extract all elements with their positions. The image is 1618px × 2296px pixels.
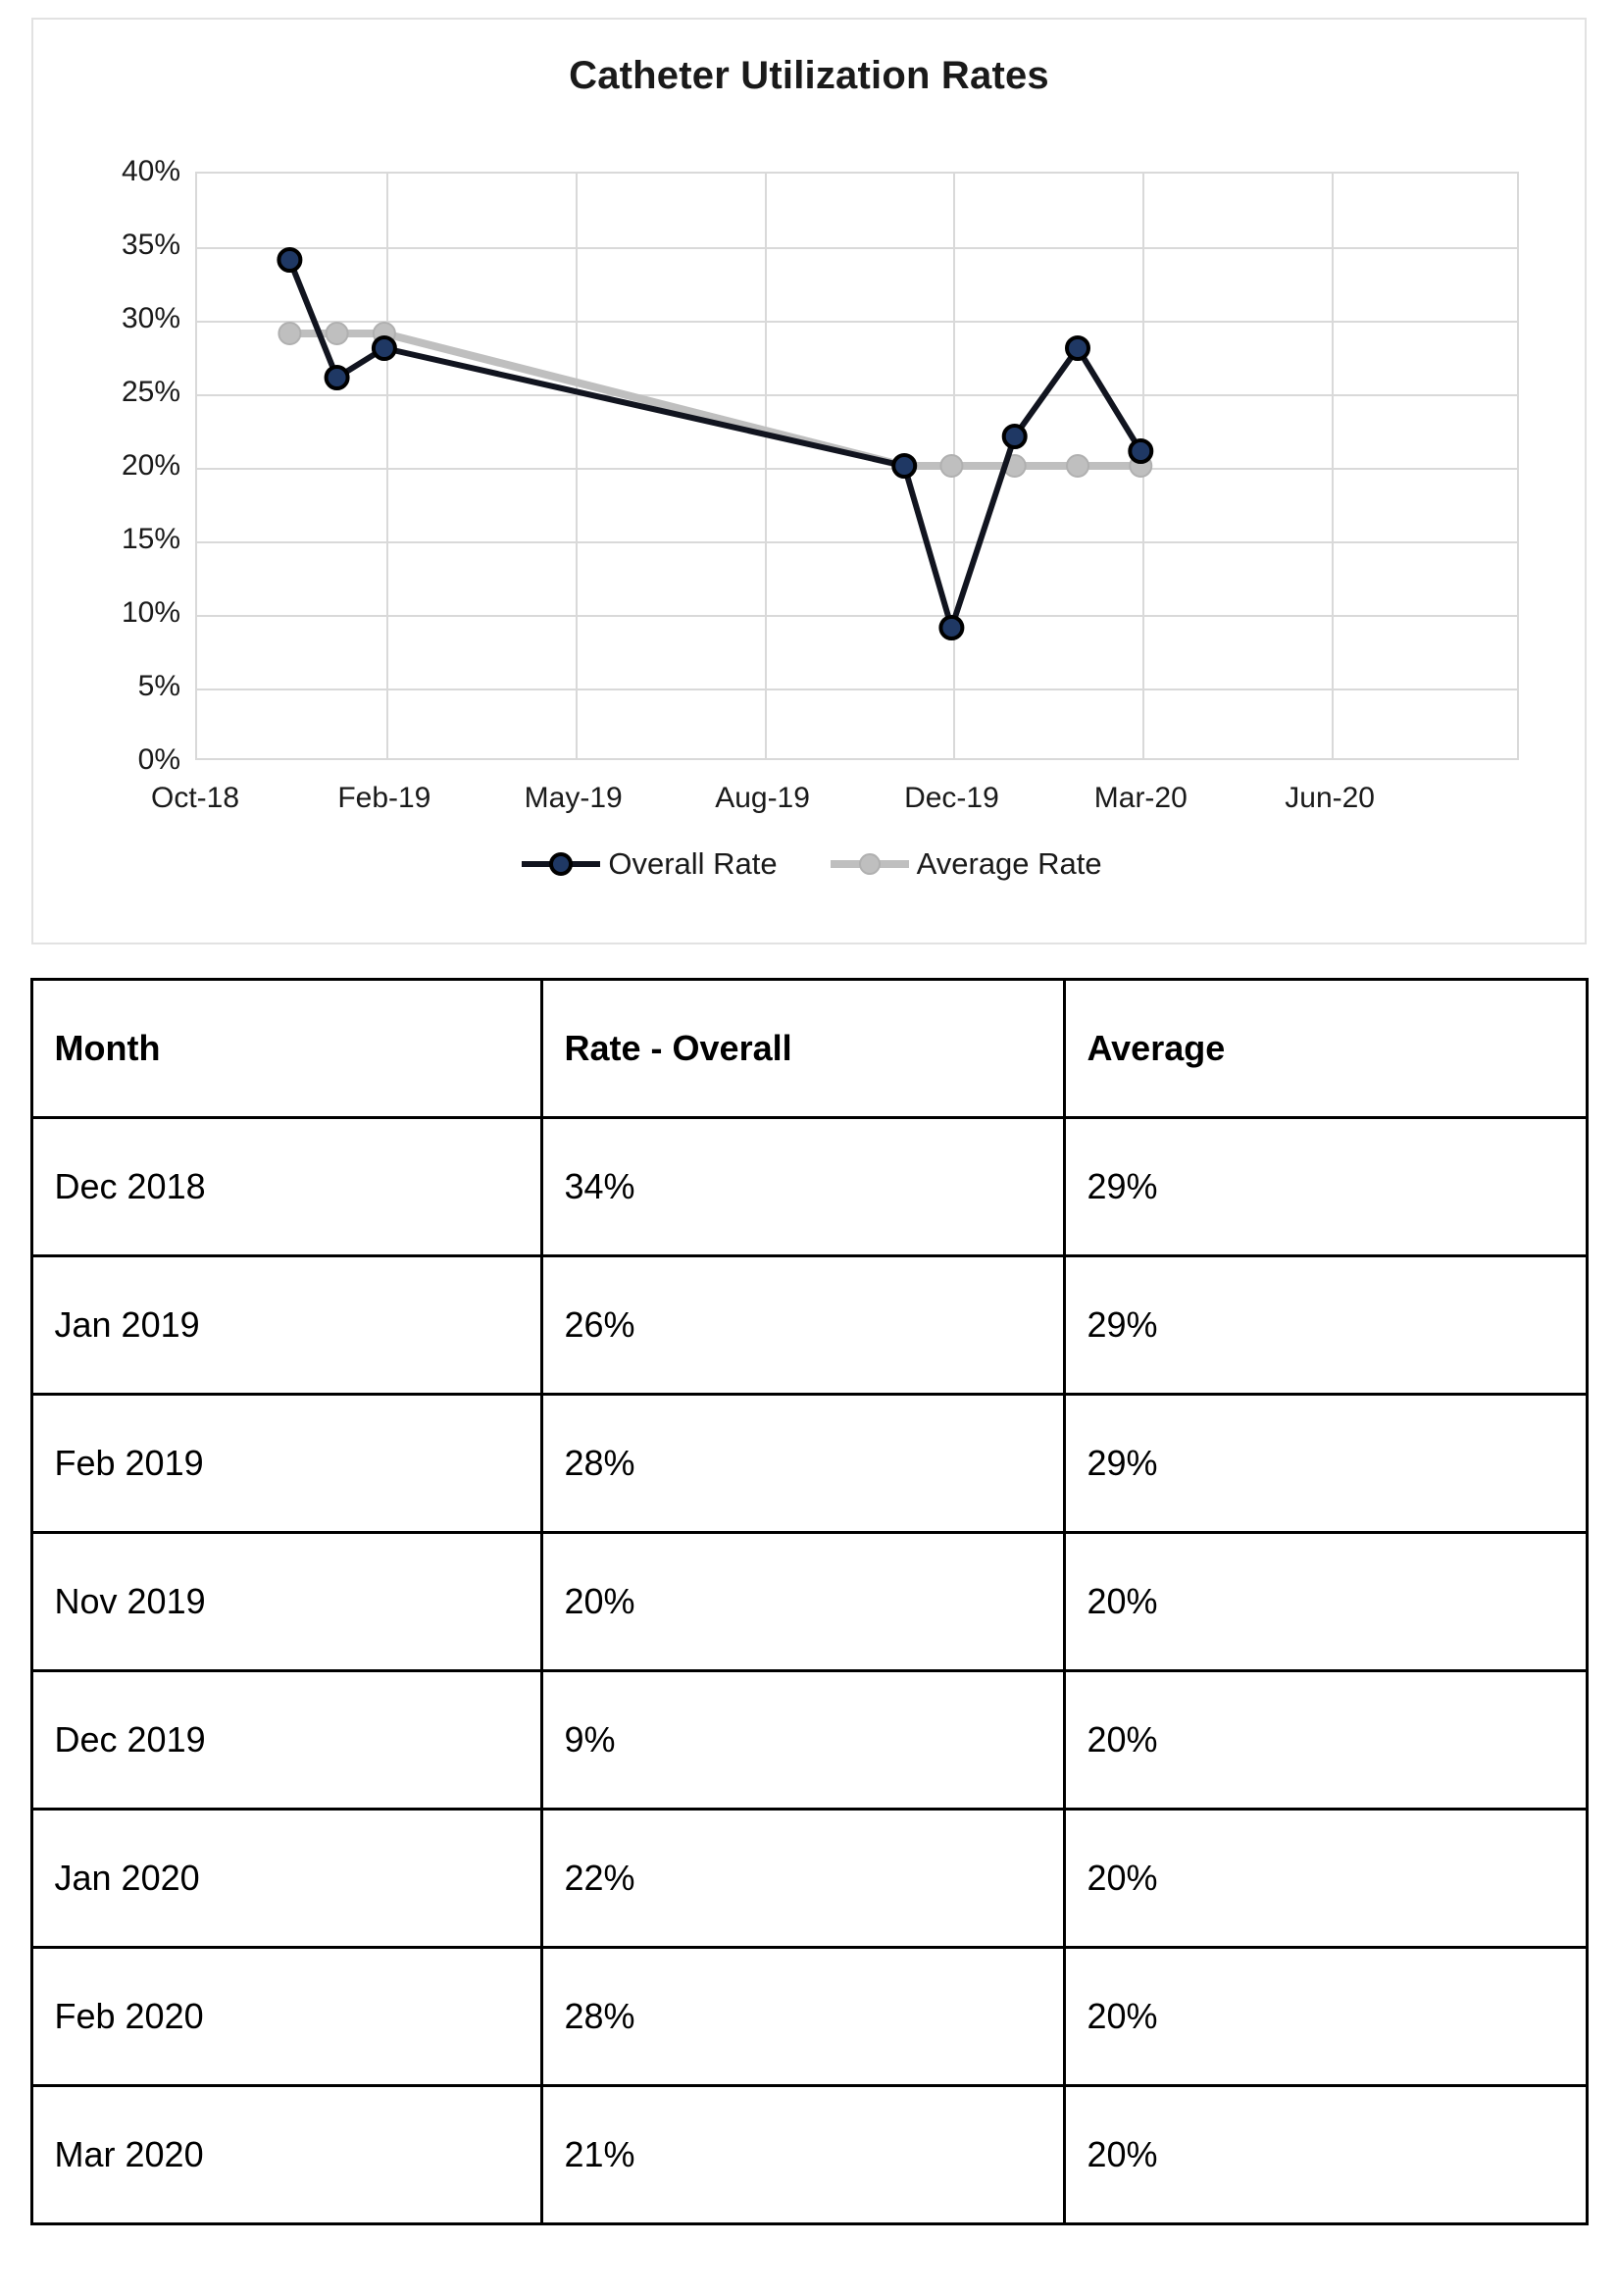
table-cell: 22% [541, 1810, 1064, 1948]
table-cell: Mar 2020 [31, 2086, 541, 2224]
chart-container [31, 18, 1587, 944]
table-cell: 28% [541, 1948, 1064, 2086]
x-axis-tick-label: Mar-20 [1093, 782, 1188, 814]
y-axis-tick-label: 5% [137, 670, 180, 702]
column-header-average: Average [1064, 980, 1587, 1118]
table-cell: 34% [541, 1118, 1064, 1256]
x-axis-tick-label: Dec-19 [904, 782, 999, 814]
table-cell: 28% [541, 1395, 1064, 1533]
table-cell: 29% [1064, 1256, 1587, 1395]
table-header-row [31, 980, 1587, 1118]
y-axis-tick-label: 0% [137, 743, 180, 776]
table-row [31, 1395, 1587, 1533]
table-row [31, 1118, 1587, 1256]
series-marker [1004, 426, 1026, 447]
table-cell: 20% [1064, 1810, 1587, 1948]
legend-swatch-icon [829, 851, 911, 877]
legend-swatch-icon [520, 851, 602, 877]
x-axis-tick-label: May-19 [524, 782, 623, 814]
data-table [30, 978, 1589, 2225]
series-marker [1067, 337, 1088, 359]
series-marker [327, 323, 348, 344]
legend-item[interactable] [829, 844, 1102, 882]
table-cell: Feb 2020 [31, 1948, 541, 2086]
legend-item[interactable] [520, 844, 777, 882]
series-marker [278, 323, 300, 344]
table-cell: Jan 2019 [31, 1256, 541, 1395]
table-cell: Dec 2019 [31, 1671, 541, 1810]
x-axis-tick-label: Oct-18 [150, 782, 240, 814]
table-cell: 20% [1064, 2086, 1587, 2224]
table-row [31, 1948, 1587, 2086]
table-cell: Feb 2019 [31, 1395, 541, 1533]
table-cell: Nov 2019 [31, 1533, 541, 1671]
series-marker [940, 455, 962, 477]
series-marker [278, 249, 300, 271]
table-row [31, 1810, 1587, 1948]
x-axis-tick-label: Feb-19 [337, 782, 431, 814]
column-header-month: Month [31, 980, 541, 1118]
plot-wrapper [33, 137, 1589, 814]
table-row [31, 1671, 1587, 1810]
table-cell: 29% [1064, 1118, 1587, 1256]
chart-legend [33, 843, 1589, 882]
table-cell: 26% [541, 1256, 1064, 1395]
table-cell: 20% [1064, 1671, 1587, 1810]
table-cell: 20% [541, 1533, 1064, 1671]
table-cell: 21% [541, 2086, 1064, 2224]
table-row [31, 1533, 1587, 1671]
series-marker [374, 337, 395, 359]
x-axis-tick-label: Jun-20 [1285, 782, 1375, 814]
series-marker [893, 455, 915, 477]
legend-label: Average Rate [916, 845, 1102, 881]
y-axis-tick-label: 10% [121, 596, 180, 629]
legend-label: Overall Rate [608, 845, 778, 881]
y-axis-tick-label: 20% [121, 449, 180, 482]
series-marker [327, 367, 348, 388]
table-cell: 29% [1064, 1395, 1587, 1533]
y-axis-tick-label: 40% [121, 155, 180, 187]
table-cell: 20% [1064, 1533, 1587, 1671]
series-marker [1130, 440, 1151, 462]
series-layer [195, 172, 1519, 760]
table-cell: 20% [1064, 1948, 1587, 2086]
table-row [31, 2086, 1587, 2224]
table-cell: 9% [541, 1671, 1064, 1810]
column-header-rate-overall: Rate - Overall [541, 980, 1064, 1118]
chart-title: Catheter Utilization Rates [569, 54, 1049, 97]
table-cell: Jan 2020 [31, 1810, 541, 1948]
y-axis-tick-label: 25% [121, 376, 180, 408]
table-row [31, 1256, 1587, 1395]
y-axis-tick-label: 30% [121, 302, 180, 334]
y-axis-tick-label: 15% [121, 523, 180, 555]
table-cell: Dec 2018 [31, 1118, 541, 1256]
series-marker [940, 617, 962, 638]
x-axis-tick-label: Aug-19 [715, 782, 810, 814]
y-axis-tick-label: 35% [121, 229, 180, 261]
series-marker [1067, 455, 1088, 477]
